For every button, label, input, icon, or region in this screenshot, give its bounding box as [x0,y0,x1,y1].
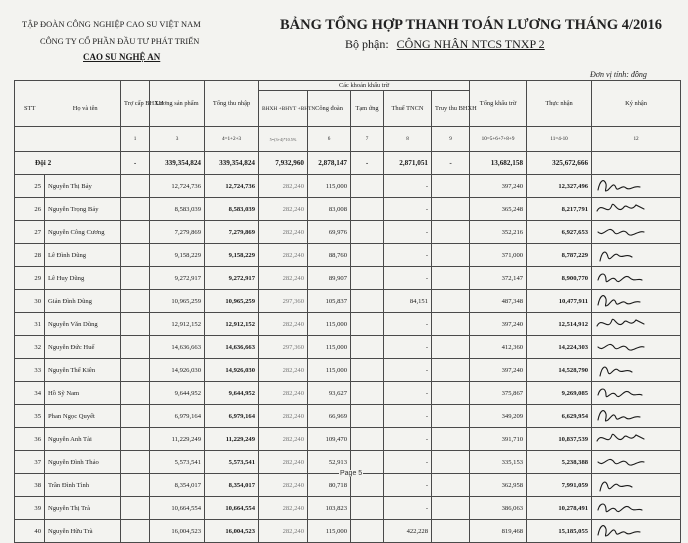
row-signature [592,290,681,313]
row-signature [592,175,681,198]
row-pit: - [384,451,432,474]
group-row [15,152,681,175]
group-total-deduction: 13,682,158 [470,152,527,175]
org-line-3: CAO SU NGHỆ AN [83,52,161,62]
row-bhxh-benefit [121,428,150,451]
header-stt: STT [24,104,36,112]
row-advance [351,382,384,405]
row-signature [592,359,681,382]
row-product-salary: 6,979,164 [150,405,205,428]
row-total-income: 8,354,017 [205,474,259,497]
row-insurance: 282,240 [259,520,308,543]
row-net-pay: 12,327,496 [527,175,592,198]
employee-row [15,290,681,313]
row-name: Nguyễn Công Cương [45,221,121,244]
department-value: CÔNG NHÂN NTCS TNXP 2 [396,37,545,51]
group-advance: - [351,152,384,175]
row-signature [592,382,681,405]
row-signature [592,221,681,244]
row-advance [351,405,384,428]
row-product-salary: 5,573,541 [150,451,205,474]
row-bhxh-benefit [121,382,150,405]
row-name: Nguyễn Anh Tài [45,428,121,451]
colnum-cell: 1 [121,127,150,152]
handwritten-signature [594,406,650,426]
row-name: Trần Đình Tình [45,474,121,497]
row-total-deduction: 819,468 [470,520,527,543]
row-net-pay: 5,238,388 [527,451,592,474]
row-product-salary: 10,664,554 [150,497,205,520]
row-pit: 84,151 [384,290,432,313]
row-insurance: 297,360 [259,290,308,313]
row-total-deduction: 335,153 [470,451,527,474]
row-bhxh-benefit [121,474,150,497]
row-bhxh-recovery [432,198,470,221]
row-insurance: 282,240 [259,198,308,221]
row-total-deduction: 372,147 [470,267,527,290]
row-stt: 40 [15,520,45,543]
row-stt: 29 [15,267,45,290]
row-signature [592,474,681,497]
group-pit: 2,871,051 [384,152,432,175]
row-insurance: 282,240 [259,405,308,428]
handwritten-signature [594,245,650,265]
row-total-deduction: 375,867 [470,382,527,405]
group-union-fee: 2,878,147 [308,152,351,175]
row-pit: - [384,221,432,244]
row-bhxh-recovery [432,474,470,497]
row-union-fee: 93,627 [308,382,351,405]
row-bhxh-benefit [121,290,150,313]
colnum-cell: 11=4-10 [527,127,592,152]
row-stt: 33 [15,359,45,382]
row-pit: - [384,359,432,382]
row-name: Nguyễn Trọng Bảy [45,198,121,221]
payroll-body [15,127,681,543]
row-total-deduction: 386,063 [470,497,527,520]
row-union-fee: 115,000 [308,313,351,336]
row-pit: - [384,175,432,198]
handwritten-signature [594,314,650,334]
row-bhxh-recovery [432,405,470,428]
row-union-fee: 103,823 [308,497,351,520]
document-title: BẢNG TỔNG HỢP THANH TOÁN LƯƠNG THÁNG 4/2016 [280,17,663,33]
header-stt-name [15,81,121,127]
handwritten-signature [594,291,650,311]
row-pit: - [384,244,432,267]
row-total-income: 9,158,229 [205,244,259,267]
row-stt: 25 [15,175,45,198]
row-bhxh-recovery [432,290,470,313]
row-bhxh-benefit [121,497,150,520]
row-product-salary: 14,926,030 [150,359,205,382]
row-insurance: 282,240 [259,451,308,474]
row-total-deduction: 397,240 [470,359,527,382]
row-pit: 422,228 [384,520,432,543]
group-label: Đội 2 [15,152,121,175]
row-advance [351,221,384,244]
colnum-cell: 4=1+2+3 [205,127,259,152]
row-total-deduction: 412,360 [470,336,527,359]
handwritten-signature [594,360,650,380]
row-bhxh-recovery [432,497,470,520]
handwritten-signature [594,199,650,219]
row-total-income: 12,912,152 [205,313,259,336]
group-product-salary: 339,354,824 [150,152,205,175]
row-total-income: 7,279,869 [205,221,259,244]
row-product-salary: 8,583,039 [150,198,205,221]
row-product-salary: 10,965,259 [150,290,205,313]
row-pit: - [384,405,432,428]
row-total-income: 14,636,663 [205,336,259,359]
row-union-fee: 115,000 [308,520,351,543]
row-total-income: 16,004,523 [205,520,259,543]
row-insurance: 282,240 [259,175,308,198]
row-stt: 31 [15,313,45,336]
row-product-salary: 12,912,152 [150,313,205,336]
row-name: Nguyễn Thị Trà [45,497,121,520]
row-stt: 39 [15,497,45,520]
row-advance [351,336,384,359]
row-insurance: 282,240 [259,474,308,497]
header-signature: Ký nhận [592,81,681,127]
row-bhxh-benefit [121,451,150,474]
handwritten-signature [594,452,650,472]
header-total-deduction: Tổng khấu trừ [470,81,527,127]
row-advance [351,244,384,267]
colnum-cell: 7 [351,127,384,152]
row-union-fee: 88,760 [308,244,351,267]
row-pit: - [384,267,432,290]
employee-row [15,382,681,405]
row-signature [592,244,681,267]
row-total-deduction: 371,000 [470,244,527,267]
row-insurance: 282,240 [259,359,308,382]
row-insurance: 282,240 [259,382,308,405]
group-net-pay: 325,672,666 [527,152,592,175]
row-product-salary: 9,644,952 [150,382,205,405]
row-product-salary: 9,272,917 [150,267,205,290]
row-net-pay: 14,224,303 [527,336,592,359]
handwritten-signature [594,222,650,242]
row-pit: - [384,382,432,405]
row-pit: - [384,198,432,221]
row-name: Phan Ngọc Quyết [45,405,121,428]
row-stt: 32 [15,336,45,359]
header-pit: Thuế TNCN [384,91,432,127]
row-net-pay: 10,837,539 [527,428,592,451]
row-bhxh-recovery [432,336,470,359]
row-signature [592,451,681,474]
row-signature [592,428,681,451]
row-net-pay: 15,185,055 [527,520,592,543]
group-insurance: 7,932,960 [259,152,308,175]
row-product-salary: 8,354,017 [150,474,205,497]
row-insurance: 282,240 [259,497,308,520]
row-total-deduction: 391,710 [470,428,527,451]
row-net-pay: 10,477,911 [527,290,592,313]
handwritten-signature [594,337,650,357]
row-bhxh-recovery [432,428,470,451]
header-product-salary: Lương sản phẩm [150,81,205,127]
row-total-deduction: 365,248 [470,198,527,221]
row-insurance: 297,360 [259,336,308,359]
row-total-income: 12,724,736 [205,175,259,198]
row-total-deduction: 487,348 [470,290,527,313]
row-product-salary: 7,279,869 [150,221,205,244]
row-union-fee: 115,000 [308,175,351,198]
row-advance [351,267,384,290]
column-number-row [15,127,681,152]
page-number: Page 5 [340,470,363,477]
header-advance: Tạm ứng [351,91,384,127]
row-signature [592,497,681,520]
row-bhxh-benefit [121,359,150,382]
row-bhxh-benefit [121,267,150,290]
row-stt: 37 [15,451,45,474]
colnum-cell: 12 [592,127,681,152]
row-insurance: 282,240 [259,313,308,336]
row-name: Lê Đình Dũng [45,244,121,267]
row-name: Hồ Sỹ Nam [45,382,121,405]
row-stt: 28 [15,244,45,267]
row-signature [592,267,681,290]
row-stt: 38 [15,474,45,497]
row-signature [592,405,681,428]
row-name: Nguyễn Thị Bảy [45,175,121,198]
row-total-income: 8,583,039 [205,198,259,221]
row-stt: 35 [15,405,45,428]
employee-row [15,336,681,359]
row-insurance: 282,240 [259,428,308,451]
row-name: Nguyễn Văn Dũng [45,313,121,336]
employee-row [15,244,681,267]
row-net-pay: 14,528,790 [527,359,592,382]
row-pit: - [384,336,432,359]
row-bhxh-benefit [121,221,150,244]
row-signature [592,336,681,359]
row-net-pay: 10,278,491 [527,497,592,520]
row-signature [592,198,681,221]
row-stt: 27 [15,221,45,244]
row-insurance: 282,240 [259,221,308,244]
row-total-deduction: 352,216 [470,221,527,244]
row-union-fee: 52,913 [308,451,351,474]
row-product-salary: 9,158,229 [150,244,205,267]
group-bhxh-recovery: - [432,152,470,175]
row-total-income: 14,926,030 [205,359,259,382]
row-pit: - [384,474,432,497]
colnum-formula-note: 5=(3+4)*10.5% [259,127,308,152]
row-net-pay: 8,217,791 [527,198,592,221]
row-product-salary: 11,229,249 [150,428,205,451]
row-total-deduction: 362,958 [470,474,527,497]
row-union-fee: 115,000 [308,336,351,359]
row-bhxh-recovery [432,520,470,543]
header-name: Họ và tên [72,104,98,112]
currency-unit: Đơn vị tính: đồng [590,70,647,79]
row-total-deduction: 349,209 [470,405,527,428]
row-advance [351,520,384,543]
row-stt: 30 [15,290,45,313]
department-line [345,37,545,52]
row-total-income: 9,644,952 [205,382,259,405]
row-signature [592,520,681,543]
handwritten-signature [594,383,650,403]
row-total-income: 6,979,164 [205,405,259,428]
row-advance [351,175,384,198]
row-bhxh-recovery [432,451,470,474]
colnum-cell: 6 [308,127,351,152]
header-union-fee: Công đoàn [308,91,351,127]
employee-row [15,405,681,428]
colnum-cell [15,127,121,152]
row-union-fee: 83,008 [308,198,351,221]
row-stt: 36 [15,428,45,451]
employee-row [15,221,681,244]
row-net-pay: 12,514,912 [527,313,592,336]
employee-row [15,428,681,451]
row-stt: 26 [15,198,45,221]
row-bhxh-benefit [121,336,150,359]
row-net-pay: 8,787,229 [527,244,592,267]
header-bhxh-recovery: Truy thu BHXH [432,91,470,127]
row-signature [592,313,681,336]
row-advance [351,290,384,313]
handwritten-signature [594,429,650,449]
row-bhxh-benefit [121,405,150,428]
row-total-income: 10,965,259 [205,290,259,313]
header-bhxh-benefit: Trợ cấp BHXH [121,81,150,127]
colnum-cell: 10=5+6+7+8+9 [470,127,527,152]
row-stt: 34 [15,382,45,405]
row-advance [351,313,384,336]
header-insurance: BHXH +BHYT +BHTN [259,91,308,127]
row-bhxh-benefit [121,175,150,198]
row-bhxh-recovery [432,313,470,336]
row-union-fee: 89,907 [308,267,351,290]
employee-row [15,497,681,520]
row-bhxh-benefit [121,520,150,543]
row-bhxh-recovery [432,382,470,405]
row-total-income: 10,664,554 [205,497,259,520]
row-name: Nguyễn Đình Thảo [45,451,121,474]
group-bhxh-benefit: - [121,152,150,175]
row-name: Nguyễn Thế Kiên [45,359,121,382]
row-pit: - [384,428,432,451]
colnum-cell: 8 [384,127,432,152]
row-insurance: 282,240 [259,267,308,290]
row-product-salary: 12,724,736 [150,175,205,198]
row-name: Lê Huy Dũng [45,267,121,290]
org-line-1: TẬP ĐOÀN CÔNG NGHIỆP CAO SU VIỆT NAM [22,20,201,29]
employee-row [15,198,681,221]
row-total-deduction: 397,240 [470,313,527,336]
handwritten-signature [594,498,650,518]
row-bhxh-benefit [121,313,150,336]
group-total-income: 339,354,824 [205,152,259,175]
row-bhxh-recovery [432,359,470,382]
row-net-pay: 6,629,954 [527,405,592,428]
row-total-income: 5,573,541 [205,451,259,474]
handwritten-signature [594,176,650,196]
header-total-income: Tổng thu nhập [205,81,259,127]
row-total-deduction: 397,240 [470,175,527,198]
employee-row [15,520,681,543]
colnum-cell: 3 [150,127,205,152]
row-advance [351,359,384,382]
org-line-2: CÔNG TY CỔ PHẦN ĐẦU TƯ PHÁT TRIỂN [40,37,200,46]
row-advance [351,497,384,520]
row-union-fee: 115,000 [308,359,351,382]
handwritten-signature [594,475,650,495]
row-advance [351,198,384,221]
row-bhxh-benefit [121,244,150,267]
row-union-fee: 109,470 [308,428,351,451]
group-signature [592,152,681,175]
row-product-salary: 14,636,663 [150,336,205,359]
employee-row [15,313,681,336]
department-label: Bộ phận: [345,37,389,51]
employee-row [15,359,681,382]
row-bhxh-benefit [121,198,150,221]
row-union-fee: 105,837 [308,290,351,313]
row-insurance: 282,240 [259,244,308,267]
row-bhxh-recovery [432,221,470,244]
row-net-pay: 8,900,770 [527,267,592,290]
row-bhxh-recovery [432,244,470,267]
row-net-pay: 6,927,653 [527,221,592,244]
employee-row [15,267,681,290]
row-name: Giản Đình Dũng [45,290,121,313]
row-name: Nguyễn Đức Huế [45,336,121,359]
handwritten-signature [594,521,650,541]
colnum-cell: 9 [432,127,470,152]
row-pit: - [384,313,432,336]
row-bhxh-recovery [432,175,470,198]
header-deductions-group: Các khoản khấu trừ [259,81,470,91]
row-product-salary: 16,004,523 [150,520,205,543]
employee-row [15,175,681,198]
row-total-income: 11,229,249 [205,428,259,451]
row-total-income: 9,272,917 [205,267,259,290]
row-bhxh-recovery [432,267,470,290]
handwritten-signature [594,268,650,288]
row-union-fee: 66,969 [308,405,351,428]
row-advance [351,428,384,451]
row-union-fee: 80,718 [308,474,351,497]
header-net-pay: Thực nhận [527,81,592,127]
row-union-fee: 69,976 [308,221,351,244]
row-pit: - [384,497,432,520]
row-net-pay: 7,991,059 [527,474,592,497]
row-net-pay: 9,269,085 [527,382,592,405]
row-name: Nguyễn Hữu Trà [45,520,121,543]
